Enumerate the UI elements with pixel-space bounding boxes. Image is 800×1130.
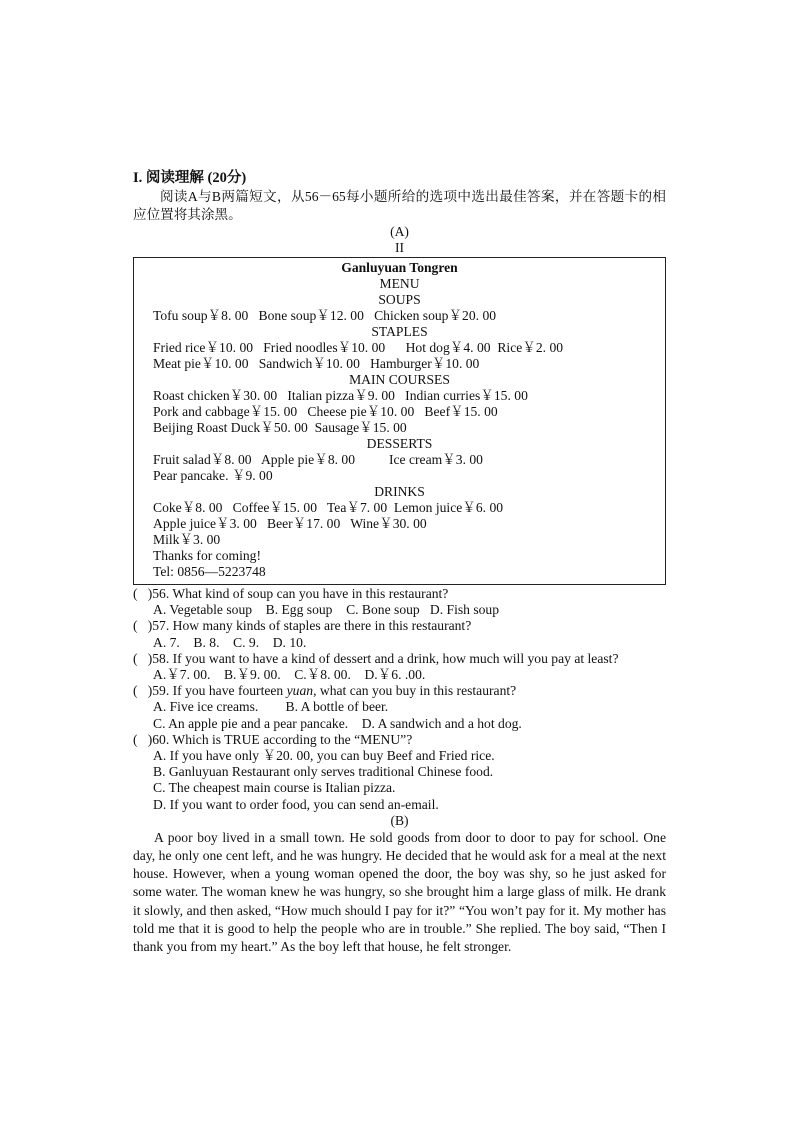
menu-section-title-desserts: DESSERTS	[366, 436, 433, 451]
question-option: A. If you have only ￥20. 00, you can buy Beef and Fried rice.	[153, 748, 495, 764]
question-option: B. Ganluyuan Restaurant only serves traditional Chinese food.	[153, 764, 494, 780]
menu-section-title-staples: STAPLES	[371, 324, 428, 339]
question-options: C. An apple pie and a pear pancake. D. A sandwich and a hot dog.	[153, 715, 522, 731]
menu-line: Coke￥8. 00 Coffee￥15. 00 Tea￥7. 00 Lemon juice￥6. 00	[153, 500, 504, 515]
question-stem: ( )60. Which is TRUE according to the “MENU”?	[133, 731, 413, 747]
section-instructions: 阅读A与B两篇短文，从56－65每小题所给的选项中选出最佳答案，并在答题卡的相应位置将其涂黑。	[133, 189, 666, 222]
question-60	[133, 732, 666, 813]
question-options: A. 7. B. 8. C. 9. D. 10.	[153, 634, 307, 650]
menu-line: Thanks for coming!	[153, 548, 261, 563]
passage-b-label: (B)	[390, 812, 409, 828]
menu-line: Apple juice￥3. 00 Beer￥17. 00 Wine￥30. 00	[153, 516, 427, 531]
menu-line: Roast chicken￥30. 00 Italian pizza￥9. 00 Indian curries￥15. 00	[153, 388, 528, 403]
stem-italic-word: yuan	[286, 683, 314, 699]
menu-line: Meat pie￥10. 00 Sandwich￥10. 00 Hamburger￥10. 00	[153, 356, 480, 371]
question-59	[133, 683, 666, 732]
passage-b	[133, 829, 666, 956]
question-options: A. Vegetable soup B. Egg soup C. Bone soup D. Fish soup	[153, 602, 500, 618]
passage-a-label: (A)	[390, 224, 409, 239]
question-stem: ( )57. How many kinds of staples are there in this restaurant?	[133, 618, 472, 634]
restaurant-name: Ganluyuan Tongren	[341, 260, 458, 275]
question-options: A.￥7. 00. B.￥9. 00. C.￥8. 00. D.￥6. .00.	[153, 667, 426, 683]
question-option: D. If you want to order food, you can send an-email.	[153, 796, 439, 812]
menu-line: Pear pancake. ￥9. 00	[153, 468, 273, 483]
passage-a-sub-label: II	[394, 240, 405, 255]
menu-line: Fruit salad￥8. 00 Apple pie￥8. 00 Ice cream￥3. 00	[153, 452, 483, 467]
question-57	[133, 618, 666, 650]
menu-section-title-main-courses: MAIN COURSES	[349, 372, 450, 387]
question-stem: ( )56. What kind of soup can you have in this restaurant?	[133, 586, 449, 601]
menu-line: Tel: 0856—5223748	[153, 564, 266, 579]
menu-heading: MENU	[379, 276, 420, 291]
menu-line: Milk￥3. 00	[153, 532, 221, 547]
menu-section-title-drinks: DRINKS	[374, 484, 425, 499]
passage-b-text: A poor boy lived in a small town. He sold goods from door to door to pay for school. One day, he only one cent left, and he was hungry. He decided that he would ask for a meal at the next house. However, when a young woman opened the door, the boy was shy, so he just asked for some water. The woman knew he was hungry, so she brought him a large glass of milk. He drank it slowly, and then asked, “How much should I pay for it?” “You won’t pay for it. My mother has told me that it is good to help the people who are in trouble.” She replied. The boy said, “Then I thank you from my heart.” As the boy left that house, he felt stronger.	[133, 829, 666, 955]
menu-section-title-soups: SOUPS	[378, 292, 421, 307]
question-stem: ( )58. If you want to have a kind of dessert and a drink, how much will you pay at least?	[133, 650, 619, 666]
section-title: I. 阅读理解 (20分)	[133, 170, 247, 186]
question-58	[133, 651, 666, 683]
question-option: C. The cheapest main course is Italian pizza.	[153, 780, 396, 796]
stem-part: ( )59. If you have fourteen	[133, 683, 287, 699]
stem-part: , what can you buy in this restaurant?	[313, 683, 517, 699]
question-options: A. Five ice creams. B. A bottle of beer.	[153, 699, 389, 715]
menu-box	[133, 257, 666, 585]
menu-line: Beijing Roast Duck￥50. 00 Sausage￥15. 00	[153, 420, 407, 435]
question-56	[133, 586, 666, 618]
question-stem	[133, 683, 666, 699]
menu-line: Fried rice￥10. 00 Fried noodles￥10. 00 Hot dog￥4. 00 Rice￥2. 00	[153, 340, 564, 355]
menu-line: Pork and cabbage￥15. 00 Cheese pie￥10. 00 Beef￥15. 00	[153, 404, 498, 419]
exam-page	[133, 168, 666, 956]
menu-line: Tofu soup￥8. 00 Bone soup￥12. 00 Chicken soup￥20. 00	[153, 308, 497, 323]
